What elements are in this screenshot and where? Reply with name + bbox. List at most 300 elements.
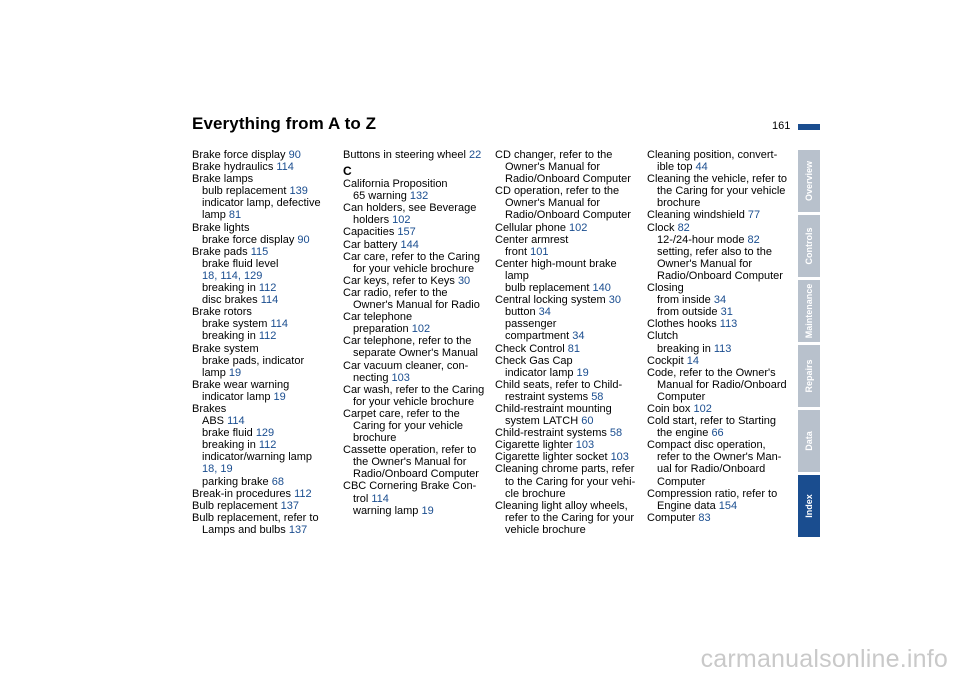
page-reference-link[interactable]: 14 [686,354,699,367]
page-reference-link[interactable]: 101 [530,245,549,258]
section-tabs [798,150,820,540]
index-subentry [343,505,483,517]
index-subentry [192,463,332,475]
entry-text: CD changer, refer to the [495,149,613,161]
page-reference-link[interactable]: 112 [258,330,277,343]
page-reference-link[interactable]: 19 [576,366,589,379]
index-entry [647,355,787,367]
index-subentry [495,197,635,209]
entry-text: Engine data [657,499,719,512]
page-reference-link[interactable]: 102 [569,221,588,234]
entry-text: disc brakes [202,294,261,307]
page-reference-link[interactable]: 112 [258,439,277,452]
entry-text: CD operation, refer to the [495,185,620,198]
index-subentry [343,372,483,384]
index-entry [647,209,787,221]
index-entry [343,202,483,214]
page-reference-link[interactable]: 19 [273,390,286,403]
index-subentry [495,306,635,318]
index-entry [192,161,332,173]
entry-text: refer to the Caring for your [505,511,635,524]
page-reference-link[interactable]: 34 [572,330,585,343]
index-entry [192,379,332,391]
page-reference-link[interactable]: 157 [397,226,416,239]
entry-text: bulb replacement [505,282,593,295]
index-subentry [343,396,483,408]
entry-text: indicator lamp [505,366,577,379]
index-subentry [192,294,332,306]
index-subentry [343,190,483,202]
index-entry [647,415,787,427]
index-entry [495,500,635,512]
index-subentry [495,367,635,379]
entry-text: Radio/Onboard Computer [505,209,631,222]
index-subentry [495,512,635,524]
entry-text: Can holders, see Beverage [343,202,477,215]
index-entry [343,444,483,456]
index-subentry [192,524,332,536]
entry-text: Owner's Manual for [657,257,753,270]
index-subentry [192,270,332,282]
index-column-1 [192,149,332,536]
index-subentry [495,270,635,282]
index-subentry [343,263,483,275]
index-subentry [647,463,787,475]
index-entry [495,294,635,306]
index-entry [647,512,787,524]
page-reference-link[interactable]: 140 [592,282,611,295]
page-reference-link[interactable]: 34 [538,306,551,319]
entry-text: Coin box [647,402,694,415]
entry-text: Cellular phone [495,221,569,234]
entry-text: Owner's Manual for Radio [353,299,480,312]
index-entry [647,488,787,500]
page-reference-link[interactable]: 113 [719,318,738,331]
entry-text: Bulb replacement [192,499,281,512]
entry-text: Child seats, refer to Child- [495,378,623,391]
index-entry [343,226,483,238]
page-reference-link[interactable]: 22 [468,149,482,161]
tab-overview[interactable] [798,150,820,212]
entry-text: the Caring for your vehicle [657,185,786,198]
entry-text: Computer [657,475,706,488]
tab-label: Maintenance [804,283,814,339]
index-subentry [495,415,635,427]
entry-text: the Owner's Manual for [353,456,467,469]
index-entry [647,282,787,294]
page-reference-link[interactable]: 114 [270,318,289,331]
entry-text: ual for Radio/Onboard [657,463,766,476]
index-entry [495,222,635,234]
index-entry [495,355,635,367]
index-entry [192,500,332,512]
page-reference-link[interactable]: 132 [409,190,429,203]
index-entry [343,311,483,323]
page-reference-link[interactable]: 112 [258,282,277,295]
page-reference-link[interactable]: 144 [400,238,419,251]
page-reference-link[interactable]: 103 [575,439,595,452]
entry-text: Car radio, refer to the [343,286,448,299]
entry-text: parking brake [202,475,272,488]
page-reference-link[interactable]: 81 [228,209,242,222]
entry-text: refer to the Owner's Man- [657,451,782,464]
index-subentry [495,330,635,342]
index-entry [343,360,483,372]
page-reference-link[interactable]: 112 [294,487,312,500]
entry-text: trol [353,492,372,505]
entry-text: necting [353,371,392,384]
entry-text: 65 warning [353,190,410,203]
page-reference-link[interactable]: 81 [567,342,581,355]
index-entry [343,287,483,299]
entry-text: vehicle brochure [505,523,586,536]
entry-text: Car wash, refer to the Caring [343,383,485,396]
entry-text: Capacities [343,226,398,239]
entry-text: Brake lights [192,221,250,234]
page-reference-link[interactable]: 19 [228,366,242,379]
page-reference-link[interactable]: 30 [457,274,471,287]
tab-index[interactable] [798,475,820,537]
entry-text: bulb replacement [202,185,290,198]
entry-text: Child-restraint mounting [495,402,612,415]
index-subentry [343,347,483,359]
entry-text: Clothes hooks [647,318,720,331]
page-number: 161 [772,120,791,132]
index-subentry [647,451,787,463]
page-reference-link[interactable]: 34 [713,294,727,307]
index-subentry [192,330,332,342]
index-entry [343,335,483,347]
entry-text: Clutch [647,330,679,343]
entry-text: breaking in [202,282,259,295]
index-subentry [647,427,787,439]
entry-text: Break-in procedures [192,487,295,500]
page-reference-link[interactable]: 139 [289,185,308,198]
entry-text: Brake pads [192,245,251,258]
index-entry [647,367,787,379]
entry-text: Car telephone [343,311,413,324]
index-subentry [647,197,787,209]
index-subentry [647,476,787,488]
index-subentry [192,451,332,463]
entry-text: Code, refer to the Owner's [647,366,776,379]
entry-text: Brakes [192,402,227,415]
index-entry [343,408,483,420]
page-reference-link[interactable]: 114 [227,415,245,428]
index-subentry [647,391,787,403]
tab-label: Repairs [804,359,814,393]
page-reference-link[interactable]: 90 [288,149,301,161]
entry-text: breaking in [202,330,259,343]
entry-text: setting, refer also to the [657,245,772,258]
index-entry [647,173,787,185]
page-reference-link[interactable]: 19 [421,504,434,517]
entry-text: brochure [353,432,397,445]
entry-text: Radio/Onboard Computer [353,468,479,481]
index-entry [647,403,787,415]
index-subentry [495,318,635,330]
tab-data[interactable] [798,410,820,472]
index-subentry [647,343,787,355]
page-reference-link[interactable]: 60 [581,415,594,428]
index-subentry [647,161,787,173]
entry-text: restraint systems [505,390,592,403]
page-reference-link[interactable]: 102 [392,214,411,227]
entry-text: preparation [353,323,412,336]
index-entry [192,222,332,234]
index-subentry [495,488,635,500]
entry-text: front [505,245,531,258]
index-column-4 [647,149,787,524]
entry-text: Compression ratio, refer to [647,487,778,500]
index-subentry [647,379,787,391]
page-reference-link[interactable]: 58 [609,427,623,440]
index-entry [192,306,332,318]
page-reference-link[interactable]: 68 [271,475,284,488]
index-subentry [647,294,787,306]
page-reference-link[interactable]: 44 [695,161,708,174]
entry-text: Computer [647,511,699,524]
index-subentry [192,439,332,451]
index-entry [343,178,483,190]
page-reference-link[interactable]: 18, 19 [202,463,233,476]
entry-text: brake force display [202,233,298,246]
index-entry [647,439,787,451]
entry-text: cle brochure [505,487,566,500]
index-subentry [647,246,787,258]
entry-text: compartment [505,330,573,343]
entry-text: to the Caring for your vehi- [505,475,636,488]
entry-text: Car telephone, refer to the [343,335,472,348]
entry-text: Cleaning light alloy wheels, [495,499,628,512]
entry-text: Cold start, refer to Starting [647,415,776,428]
entry-text: separate Owner's Manual [353,347,478,360]
entry-text: brake fluid [202,427,256,440]
entry-text: California Proposition [343,178,448,191]
index-subentry [343,214,483,226]
index-subentry [192,355,332,367]
tab-label: Index [804,494,814,518]
page-reference-link[interactable]: 82 [677,221,690,234]
page-reference-link[interactable]: 82 [747,233,760,246]
index-subentry [192,185,332,197]
entry-text: warning lamp [353,504,422,517]
index-subentry [343,299,483,311]
page-reference-link[interactable]: 114 [260,294,279,307]
entry-text: indicator lamp, defective [202,197,321,210]
index-entry [495,451,635,463]
entry-text: Brake lamps [192,173,254,186]
index-entry [343,480,483,492]
tab-label: Controls [804,227,814,265]
index-entry [647,222,787,234]
entry-text: Car battery [343,238,401,251]
tab-label: Data [804,431,814,451]
index-entry [343,239,483,251]
entry-text: breaking in [202,439,259,452]
page-reference-link[interactable]: 90 [297,233,310,246]
entry-text: Car vacuum cleaner, con- [343,359,469,372]
entry-text: the engine [657,427,712,440]
index-entry [495,258,635,270]
index-subentry [495,282,635,294]
index-subentry [343,420,483,432]
entry-text: Cockpit [647,354,687,367]
entry-text: for your vehicle brochure [353,395,475,408]
entry-text: Cigarette lighter [495,439,576,452]
index-column-3 [495,149,635,536]
index-subentry [343,456,483,468]
index-subentry [647,306,787,318]
index-entry [495,439,635,451]
index-entry [192,343,332,355]
entry-text: Brake force display [192,149,289,161]
index-entry [343,384,483,396]
page-reference-link[interactable]: 137 [280,499,300,512]
entry-text: 12-/24-hour mode [657,233,748,246]
entry-text: Buttons in steering wheel [343,149,469,161]
index-entry [495,343,635,355]
index-entry [495,185,635,197]
index-subentry [495,246,635,258]
page-title: Everything from A to Z [192,114,377,133]
page-reference-link[interactable]: 103 [391,371,410,384]
index-entry [495,463,635,475]
index-entry [495,149,635,161]
index-subentry [647,234,787,246]
entry-text: Computer [657,390,706,403]
entry-text: CBC Cornering Brake Con- [343,480,477,493]
entry-text: Brake rotors [192,306,252,319]
entry-text: Owner's Manual for [505,161,601,174]
page-reference-link[interactable]: 31 [720,306,733,319]
page-reference-link[interactable]: 102 [693,402,712,415]
page-reference-link[interactable]: 103 [610,451,629,464]
index-entry [495,403,635,415]
entry-text: Bulb replacement, refer to [192,511,319,524]
page-reference-link[interactable]: 83 [698,511,711,524]
index-subentry [192,318,332,330]
entry-text: Center armrest [495,233,569,246]
entry-text: Cleaning the vehicle, refer to [647,173,788,186]
index-subentry [495,391,635,403]
entry-text: Car keys, refer to Keys [343,274,458,287]
page-reference-link[interactable]: 114 [371,492,389,505]
entry-text: for your vehicle brochure [353,262,475,275]
tab-repairs[interactable] [798,345,820,407]
index-subentry [495,524,635,536]
index-subentry [192,234,332,246]
page-number-bar [798,124,820,130]
index-entry [647,330,787,342]
index-subentry [192,282,332,294]
page-reference-link[interactable]: 66 [711,427,724,440]
entry-text: Brake system [192,342,259,355]
index-subentry [495,209,635,221]
entry-text: passenger [505,318,557,331]
index-subentry [343,432,483,444]
tab-maintenance[interactable] [798,280,820,342]
index-subentry [192,415,332,427]
index-entry [192,149,332,161]
index-entry [495,427,635,439]
entry-text: Clock [647,221,678,234]
entry-text: Manual for Radio/Onboard [657,378,787,391]
page-reference-link[interactable]: 18, 114, 129 [202,269,263,282]
index-entry [647,149,787,161]
page-reference-link[interactable]: 129 [255,427,275,440]
entry-text: Central locking system [495,294,609,307]
entry-text: Owner's Manual for [505,197,601,210]
index-entry [192,488,332,500]
tab-controls[interactable] [798,215,820,277]
entry-text: indicator/warning lamp [202,451,313,464]
entry-text: Check Control [495,342,568,355]
entry-text: Cleaning windshield [647,209,748,222]
page-reference-link[interactable]: 113 [713,342,732,355]
index-entry [343,251,483,263]
page-reference-link[interactable]: 137 [288,523,308,536]
index-subentry [495,173,635,185]
entry-text: Brake wear warning [192,378,290,391]
index-subentry [495,161,635,173]
entry-text: indicator lamp [202,390,274,403]
entry-text: button [505,306,539,319]
tab-label: Overview [804,160,814,202]
entry-text: holders [353,214,393,227]
entry-text: brochure [657,197,701,210]
entry-text: Cassette operation, refer to [343,444,477,457]
index-subentry [192,197,332,209]
entry-text: Cleaning chrome parts, refer [495,463,635,476]
entry-text: from outside [657,306,721,319]
entry-text: Center high-mount brake [495,257,617,270]
index-subentry [647,185,787,197]
index-subentry [192,427,332,439]
watermark: carmanualsonline.info [700,645,948,673]
page-reference-link[interactable]: 102 [411,323,431,336]
entry-text: breaking in [657,342,714,355]
entry-text: from inside [657,294,714,307]
index-entry [192,173,332,185]
index-subentry [495,476,635,488]
entry-text: brake pads, indicator [202,354,305,367]
index-subentry [343,323,483,335]
index-entry [495,379,635,391]
page-reference-link[interactable]: 115 [250,245,269,258]
page-reference-link[interactable]: 154 [718,499,738,512]
index-subentry [192,367,332,379]
page-reference-link[interactable]: 114 [276,161,294,174]
page-reference-link[interactable]: 58 [591,390,604,403]
entry-text: Carpet care, refer to the [343,407,460,420]
entry-text: Cleaning position, convert- [647,149,778,161]
index-subentry [192,258,332,270]
entry-text: Cigarette lighter socket [495,451,611,464]
index-entry [192,246,332,258]
page-reference-link[interactable]: 77 [747,209,761,222]
entry-text: system LATCH [505,415,582,428]
entry-text: Car care, refer to the Caring [343,250,480,263]
index-letter-heading [343,165,483,178]
entry-text: ible top [657,161,696,174]
entry-text: brake fluid level [202,257,279,270]
index-entry [647,318,787,330]
entry-text: Closing [647,282,684,295]
entry-text: Brake hydraulics [192,161,277,174]
page-reference-link[interactable]: 30 [608,294,621,307]
index-subentry [343,493,483,505]
